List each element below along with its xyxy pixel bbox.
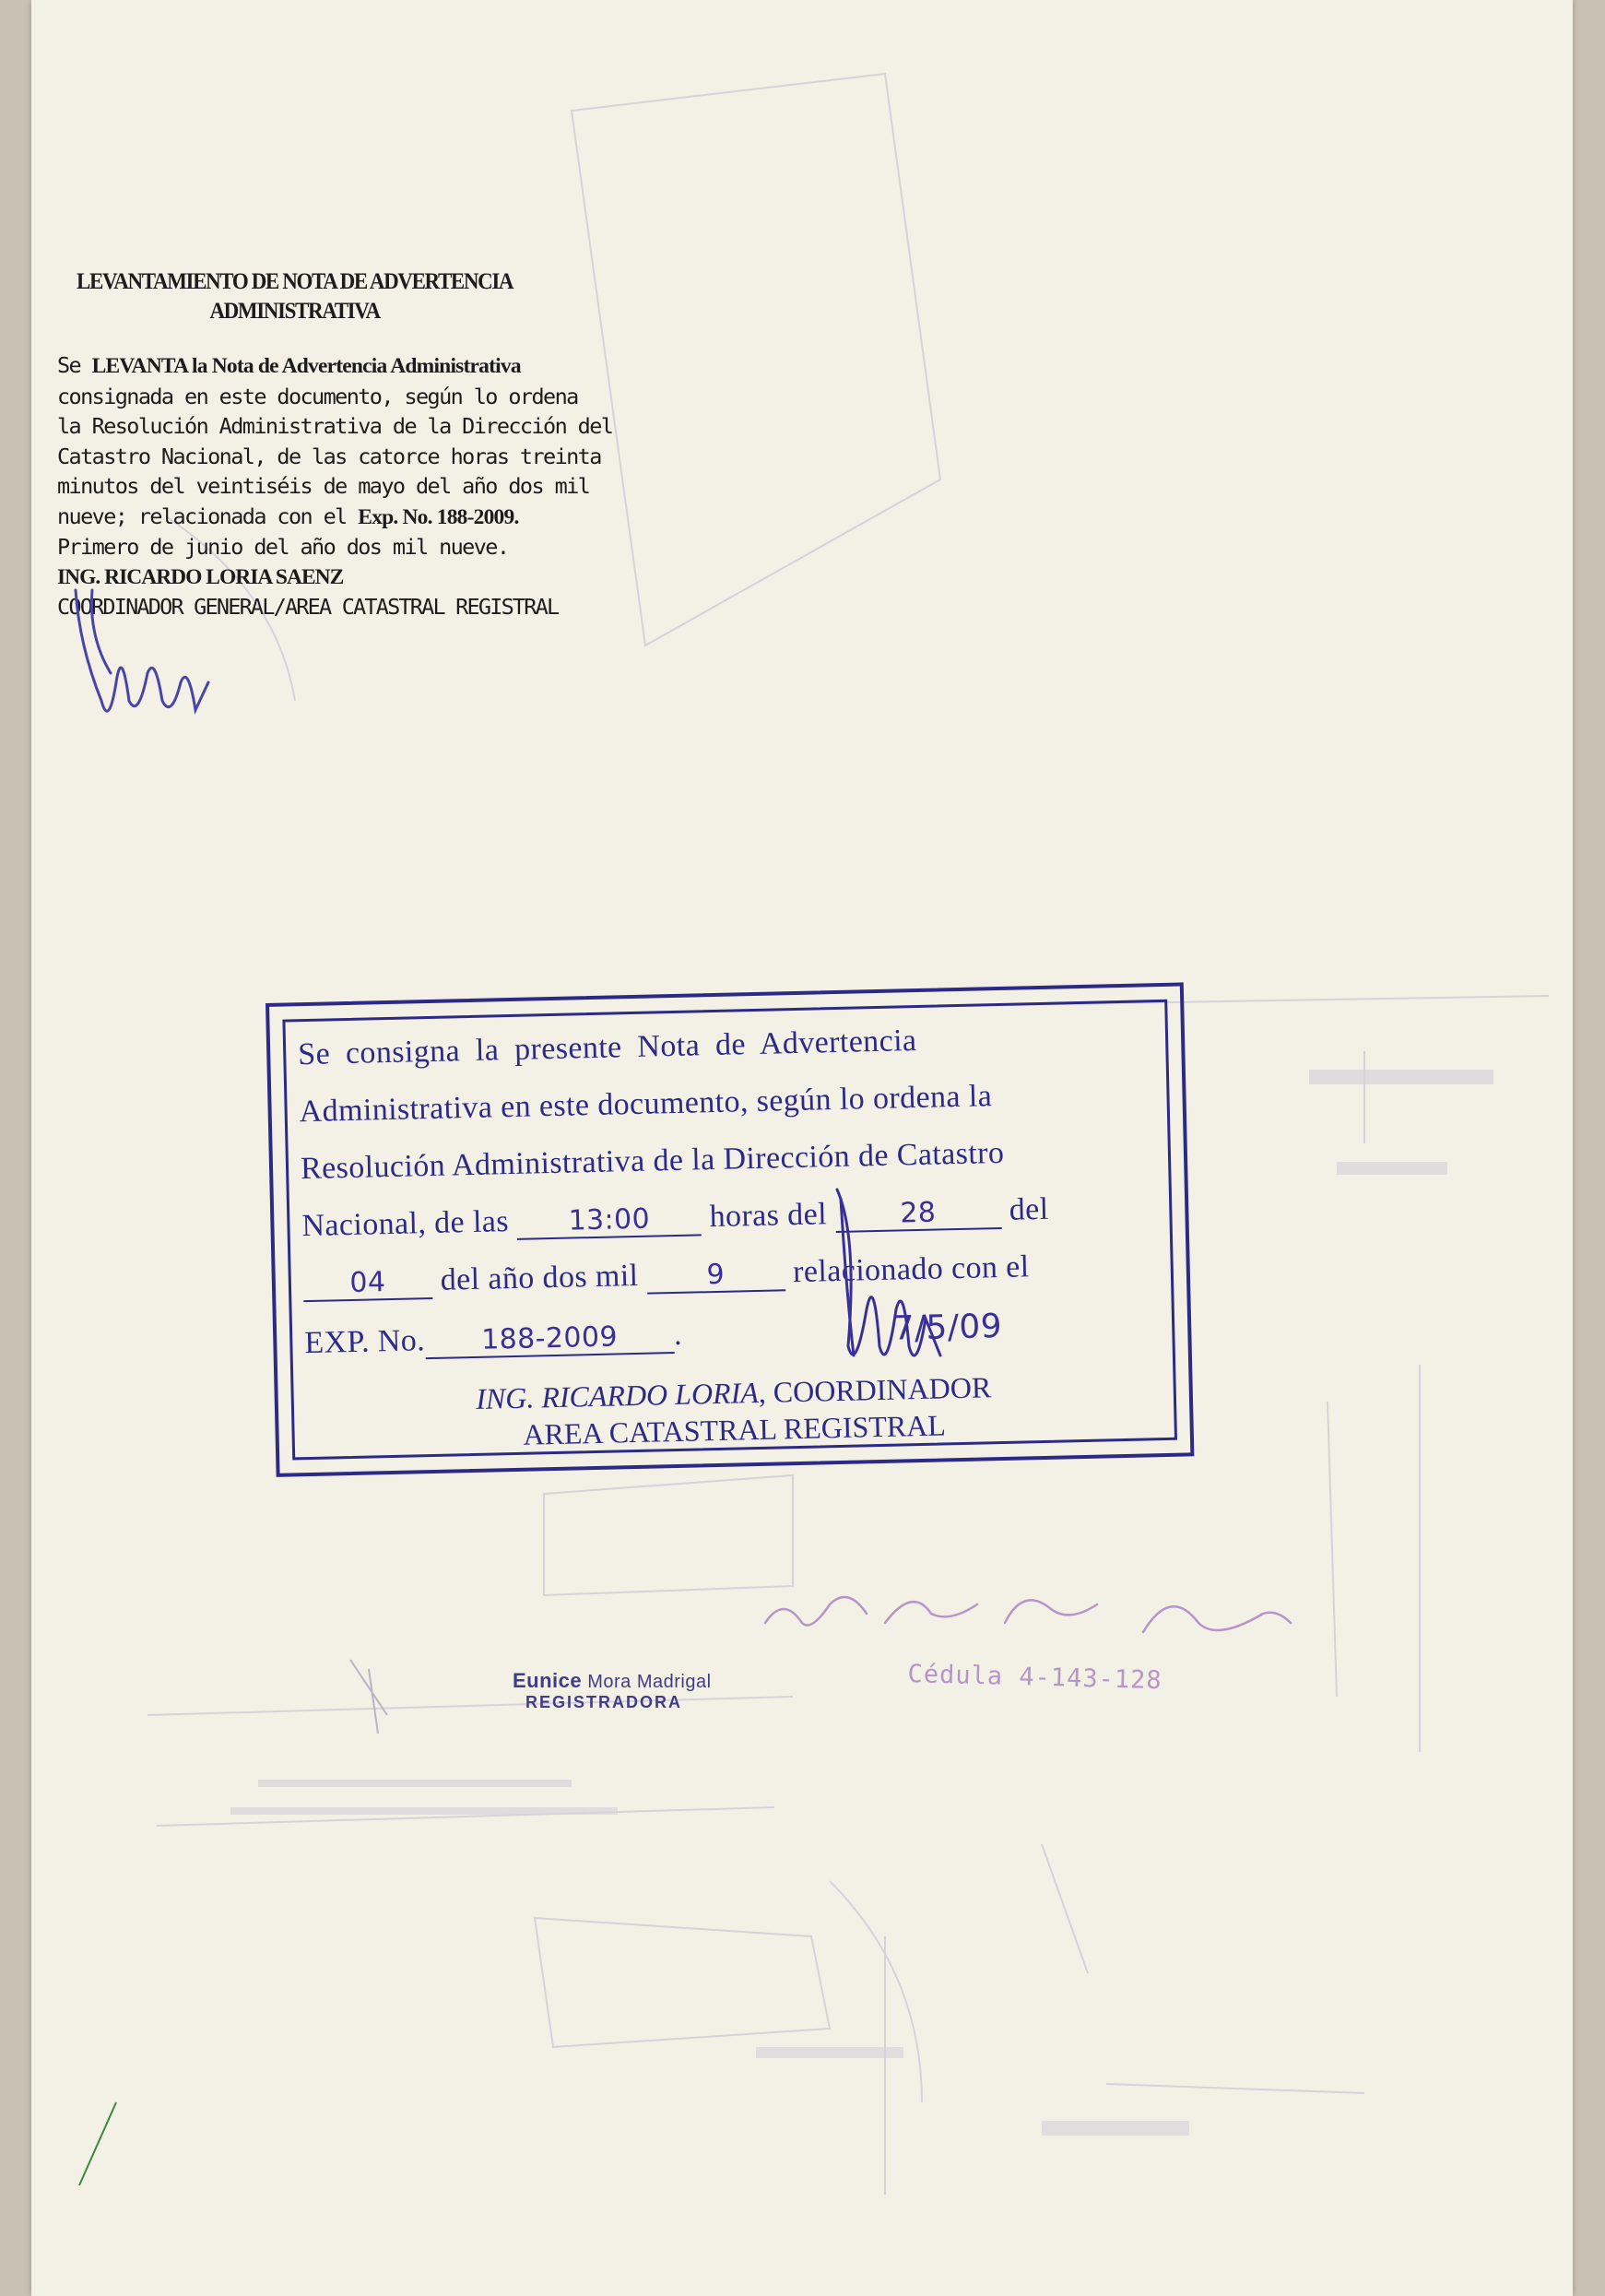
stamp-line4-a: Nacional, de las bbox=[301, 1204, 510, 1244]
note-heading-line1: LEVANTAMIENTO DE NOTA DE ADVERTENCIA bbox=[77, 269, 513, 294]
note-line1-bold: LEVANTA la Nota de Advertencia Administrativa bbox=[91, 354, 521, 378]
stamp-footer-line2: AREA CATASTRAL REGISTRAL bbox=[523, 1408, 947, 1451]
registrar-stamp bbox=[513, 1669, 712, 1712]
cedula-stamp: Cédula 4-143-128 bbox=[907, 1660, 1162, 1696]
note-heading bbox=[57, 267, 532, 326]
note-body bbox=[57, 350, 702, 562]
registrar-title: REGISTRADORA bbox=[525, 1693, 683, 1711]
note-signer-name: ING. RICARDO LORIA SAENZ bbox=[57, 564, 344, 589]
stamp-line4-c: del bbox=[1009, 1191, 1049, 1227]
stamp-line1: Se consigna la presente Nota de Advertencia bbox=[297, 1023, 917, 1072]
stamp-line5-a: del año dos mil bbox=[440, 1258, 639, 1297]
advertencia-stamp: Se consigna la presente Nota de Advertencia Administrativa en este documento, según lo ordena la Resolución Administrativa de la Dirección de Catastro Nacional, de las 13:00 horas del 28 del 04 del año dos mil 9 relacionado con el EXP. No. 188-2009 . 7/5/09 ING. RICARDO LORIA, COORDINADOR AREA CATASTRAL REGISTRAL bbox=[266, 982, 1194, 1476]
handwritten-date: 7/5/09 bbox=[892, 1307, 1003, 1348]
stamp-line6-a: EXP. No. bbox=[303, 1323, 426, 1361]
registrar-first-name: Eunice bbox=[513, 1669, 583, 1692]
hour-field: 13:00 bbox=[516, 1201, 702, 1240]
note-line7: Primero de junio del año dos mil nueve. bbox=[57, 534, 509, 560]
stamp-footer-italic: ING. RICARDO LORIA bbox=[475, 1375, 760, 1415]
note-line6-bold: Exp. No. 188-2009. bbox=[358, 504, 519, 529]
exp-field: 188-2009 bbox=[425, 1320, 675, 1359]
lifting-note bbox=[57, 267, 702, 621]
note-heading-line2: ADMINISTRATIVA bbox=[209, 299, 380, 324]
month-field: 04 bbox=[303, 1265, 433, 1302]
note-line5: minutos del veintiséis de mayo del año dos mil bbox=[57, 473, 590, 499]
note-signer-title: COORDINADOR GENERAL/AREA CATASTRAL REGISTRAL bbox=[57, 593, 559, 620]
note-line4: Catastro Nacional, de las catorce horas treinta bbox=[57, 443, 601, 469]
year-field: 9 bbox=[646, 1257, 785, 1294]
note-line6-pre: nueve; relacionada con el bbox=[57, 503, 359, 529]
note-line1-pre: Se bbox=[57, 352, 92, 378]
stamp-line5-b: relacionado con el bbox=[792, 1249, 1030, 1290]
registrar-last-name: Mora Madrigal bbox=[587, 1672, 712, 1692]
stamp-line4-b: horas del bbox=[709, 1197, 828, 1235]
stamp-line2: Administrativa en este documento, según lo ordena la bbox=[299, 1079, 993, 1130]
note-line2: consignada en este documento, según lo ordena bbox=[57, 383, 578, 409]
stamp-footer-rest: , COORDINADOR bbox=[758, 1370, 992, 1409]
note-line3: la Resolución Administrativa de la Dirección del bbox=[57, 413, 613, 439]
day-field: 28 bbox=[834, 1195, 1001, 1233]
stamp-line3: Resolución Administrativa de la Dirección de Catastro bbox=[300, 1135, 1005, 1187]
green-pen-mark bbox=[79, 2102, 116, 2185]
